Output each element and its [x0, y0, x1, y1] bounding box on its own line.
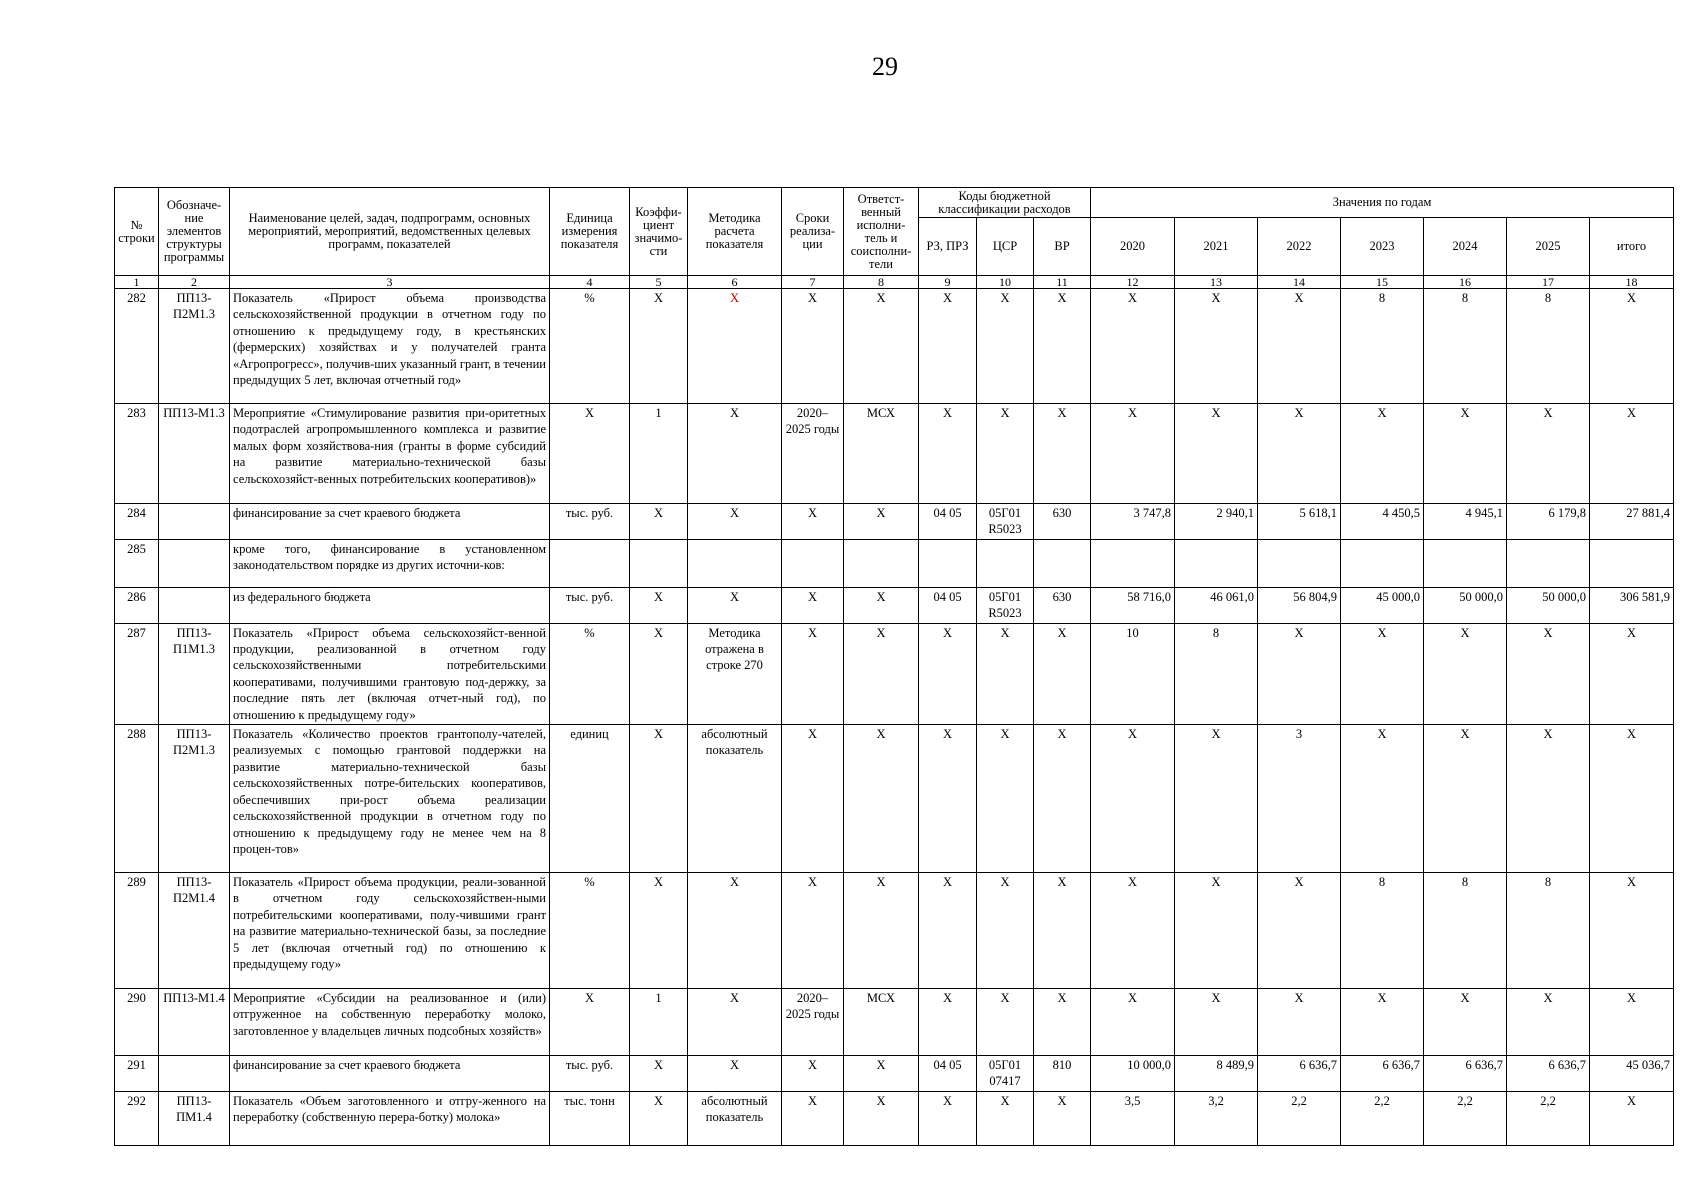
- cell-value-2024: 2,2: [1424, 1091, 1507, 1145]
- cell-value-2024: 8: [1424, 289, 1507, 404]
- cell-element-code: [159, 539, 230, 587]
- cell-term: 2020–2025 годы: [782, 989, 844, 1056]
- cell-vr: X: [1034, 989, 1091, 1056]
- cell-responsible: X: [844, 1091, 919, 1145]
- cell-value-2022: 56 804,9: [1258, 587, 1341, 623]
- cell-method: [688, 539, 782, 587]
- column-number: 15: [1341, 276, 1424, 289]
- cell-vr: X: [1034, 873, 1091, 989]
- cell-unit: X: [550, 989, 630, 1056]
- cell-term: X: [782, 504, 844, 540]
- cell-vr: 630: [1034, 504, 1091, 540]
- cell-value-2025: 6 179,8: [1507, 504, 1590, 540]
- cell-row-number: 287: [115, 623, 159, 724]
- cell-value-2021: 8: [1175, 623, 1258, 724]
- column-number: 16: [1424, 276, 1507, 289]
- cell-value-2021: X: [1175, 989, 1258, 1056]
- cell-name: Показатель «Объем заготовленного и отгру-женного на переработку (собственную перера-ботку) молока»: [230, 1091, 550, 1145]
- column-number: 8: [844, 276, 919, 289]
- cell-element-code: ПП13-М1.4: [159, 989, 230, 1056]
- cell-value-2020: [1091, 539, 1175, 587]
- cell-total: X: [1590, 404, 1674, 504]
- cell-csr: X: [977, 989, 1034, 1056]
- cell-value-2023: 2,2: [1341, 1091, 1424, 1145]
- cell-rz: X: [919, 725, 977, 873]
- column-number: 6: [688, 276, 782, 289]
- cell-vr: [1034, 539, 1091, 587]
- cell-rz: X: [919, 623, 977, 724]
- column-number: 3: [230, 276, 550, 289]
- cell-value-2022: 5 618,1: [1258, 504, 1341, 540]
- cell-value-2024: 8: [1424, 873, 1507, 989]
- cell-value-2025: X: [1507, 404, 1590, 504]
- cell-csr: 05Г01 07417: [977, 1056, 1034, 1092]
- cell-responsible: X: [844, 587, 919, 623]
- cell-value-2022: 6 636,7: [1258, 1056, 1341, 1092]
- cell-value-2024: X: [1424, 623, 1507, 724]
- cell-csr: X: [977, 725, 1034, 873]
- header-method: Методика расчета показателя: [688, 188, 782, 276]
- cell-value-2022: [1258, 539, 1341, 587]
- cell-responsible: X: [844, 504, 919, 540]
- cell-value-2021: 2 940,1: [1175, 504, 1258, 540]
- cell-name: Показатель «Прирост объема продукции, реали-зованной в отчетном году сельскохозяйствен-ными потребительскими кооперативами, полу-чившими грант на развитие материально-технической базы, за последние 5 лет (включая отчетный год) по отношению к предыдущему году»: [230, 873, 550, 989]
- header-year-2021: 2021: [1175, 218, 1258, 276]
- cell-method: X: [688, 404, 782, 504]
- column-number: 17: [1507, 276, 1590, 289]
- cell-total: X: [1590, 989, 1674, 1056]
- header-row-number: № строки: [115, 188, 159, 276]
- cell-responsible: X: [844, 623, 919, 724]
- cell-coefficient: X: [630, 725, 688, 873]
- column-number: 11: [1034, 276, 1091, 289]
- cell-unit: %: [550, 289, 630, 404]
- cell-csr: X: [977, 1091, 1034, 1145]
- cell-csr: 05Г01 R5023: [977, 504, 1034, 540]
- header-total: итого: [1590, 218, 1674, 276]
- column-number: 7: [782, 276, 844, 289]
- cell-value-2020: X: [1091, 725, 1175, 873]
- cell-row-number: 286: [115, 587, 159, 623]
- cell-value-2020: X: [1091, 989, 1175, 1056]
- cell-method: X: [688, 1056, 782, 1092]
- cell-responsible: МСХ: [844, 989, 919, 1056]
- cell-responsible: X: [844, 873, 919, 989]
- column-number: 9: [919, 276, 977, 289]
- cell-rz: X: [919, 1091, 977, 1145]
- cell-name: из федерального бюджета: [230, 587, 550, 623]
- cell-value-2022: X: [1258, 873, 1341, 989]
- cell-value-2025: 8: [1507, 873, 1590, 989]
- cell-term: X: [782, 623, 844, 724]
- indicators-table: [114, 187, 1674, 1146]
- header-year-2022: 2022: [1258, 218, 1341, 276]
- cell-row-number: 283: [115, 404, 159, 504]
- cell-row-number: 292: [115, 1091, 159, 1145]
- header-coefficient: Коэффи-циент значимо-сти: [630, 188, 688, 276]
- column-number: 13: [1175, 276, 1258, 289]
- cell-csr: [977, 539, 1034, 587]
- cell-value-2020: 3,5: [1091, 1091, 1175, 1145]
- cell-rz: X: [919, 404, 977, 504]
- table-row: [115, 725, 1674, 873]
- cell-term: X: [782, 289, 844, 404]
- cell-unit: тыс. руб.: [550, 587, 630, 623]
- cell-value-2023: 8: [1341, 289, 1424, 404]
- cell-coefficient: X: [630, 587, 688, 623]
- cell-value-2023: 45 000,0: [1341, 587, 1424, 623]
- header-values-by-year: Значения по годам: [1091, 188, 1674, 218]
- cell-name: финансирование за счет краевого бюджета: [230, 504, 550, 540]
- cell-coefficient: X: [630, 1091, 688, 1145]
- header-year-2020: 2020: [1091, 218, 1175, 276]
- cell-csr: X: [977, 623, 1034, 724]
- cell-element-code: ПП13-М1.3: [159, 404, 230, 504]
- cell-element-code: [159, 587, 230, 623]
- cell-element-code: ПП13-П2М1.3: [159, 289, 230, 404]
- cell-term: X: [782, 587, 844, 623]
- table-row: [115, 623, 1674, 724]
- cell-name: финансирование за счет краевого бюджета: [230, 1056, 550, 1092]
- cell-value-2022: X: [1258, 289, 1341, 404]
- cell-value-2021: 3,2: [1175, 1091, 1258, 1145]
- cell-total: [1590, 539, 1674, 587]
- cell-responsible: X: [844, 1056, 919, 1092]
- cell-rz: X: [919, 989, 977, 1056]
- cell-value-2020: 58 716,0: [1091, 587, 1175, 623]
- cell-total: X: [1590, 1091, 1674, 1145]
- cell-total: 45 036,7: [1590, 1056, 1674, 1092]
- column-number: 14: [1258, 276, 1341, 289]
- cell-name: Мероприятие «Субсидии на реализованное и (или) отгруженное на собственную переработку молоко, заготовленное у владельцев личных подсобных хозяйств»: [230, 989, 550, 1056]
- cell-rz: X: [919, 873, 977, 989]
- table-row: [115, 989, 1674, 1056]
- header-responsible: Ответст-венный исполни-тель и соисполни-тели: [844, 188, 919, 276]
- cell-coefficient: X: [630, 289, 688, 404]
- cell-vr: X: [1034, 623, 1091, 724]
- header-vr: ВР: [1034, 218, 1091, 276]
- cell-element-code: [159, 504, 230, 540]
- cell-value-2025: 2,2: [1507, 1091, 1590, 1145]
- cell-name: Показатель «Прирост объема сельскохозяйст-венной продукции, реализованной в отчетном году сельскохозяйственными потребительскими кооперативами, получившими грантовую под-держку, за последние пять лет (включая отчет-ный год), по отношению к предыдущему году»: [230, 623, 550, 724]
- cell-value-2021: [1175, 539, 1258, 587]
- cell-value-2023: X: [1341, 623, 1424, 724]
- cell-csr: X: [977, 873, 1034, 989]
- cell-unit: %: [550, 623, 630, 724]
- column-number: 4: [550, 276, 630, 289]
- cell-row-number: 289: [115, 873, 159, 989]
- column-number: 5: [630, 276, 688, 289]
- cell-coefficient: 1: [630, 989, 688, 1056]
- cell-responsible: X: [844, 289, 919, 404]
- cell-responsible: X: [844, 725, 919, 873]
- header-name: Наименование целей, задач, подпрограмм, основных мероприятий, мероприятий, ведомственных целевых программ, показателей: [230, 188, 550, 276]
- column-number: 18: [1590, 276, 1674, 289]
- table-row: [115, 289, 1674, 404]
- header-year-2024: 2024: [1424, 218, 1507, 276]
- table-row: [115, 1091, 1674, 1145]
- cell-total: X: [1590, 873, 1674, 989]
- cell-unit: [550, 539, 630, 587]
- cell-row-number: 290: [115, 989, 159, 1056]
- cell-value-2023: 6 636,7: [1341, 1056, 1424, 1092]
- cell-unit: тыс. руб.: [550, 1056, 630, 1092]
- cell-element-code: [159, 1056, 230, 1092]
- cell-method: X: [688, 989, 782, 1056]
- cell-value-2022: X: [1258, 623, 1341, 724]
- cell-value-2021: X: [1175, 873, 1258, 989]
- table-row: [115, 1056, 1674, 1092]
- cell-csr: X: [977, 289, 1034, 404]
- cell-name: Показатель «Прирост объема производства сельскохозяйственной продукции в отчетном году по отношению к предыдущему году, в крестьянских (фермерских) хозяйствах и у получателей гранта «Агропрогресс», получив-ших указанный грант, в течении предыдущих 5 лет, включая отчетный год»: [230, 289, 550, 404]
- cell-coefficient: X: [630, 873, 688, 989]
- page-number: 29: [872, 52, 898, 81]
- cell-unit: единиц: [550, 725, 630, 873]
- cell-value-2022: 3: [1258, 725, 1341, 873]
- cell-coefficient: [630, 539, 688, 587]
- cell-value-2023: X: [1341, 725, 1424, 873]
- column-number: 10: [977, 276, 1034, 289]
- cell-value-2025: X: [1507, 725, 1590, 873]
- cell-value-2025: 6 636,7: [1507, 1056, 1590, 1092]
- cell-value-2022: X: [1258, 989, 1341, 1056]
- cell-coefficient: 1: [630, 404, 688, 504]
- cell-csr: 05Г01 R5023: [977, 587, 1034, 623]
- table-row: [115, 539, 1674, 587]
- cell-term: X: [782, 873, 844, 989]
- cell-unit: %: [550, 873, 630, 989]
- header-budget-codes: Коды бюджетной классификации расходов: [919, 188, 1091, 218]
- table-row: [115, 404, 1674, 504]
- cell-value-2020: X: [1091, 289, 1175, 404]
- header-year-2025: 2025: [1507, 218, 1590, 276]
- cell-responsible: [844, 539, 919, 587]
- cell-coefficient: X: [630, 623, 688, 724]
- cell-row-number: 291: [115, 1056, 159, 1092]
- cell-value-2023: X: [1341, 404, 1424, 504]
- column-number: 2: [159, 276, 230, 289]
- cell-method: Методика отражена в строке 270: [688, 623, 782, 724]
- cell-coefficient: X: [630, 1056, 688, 1092]
- cell-total: 306 581,9: [1590, 587, 1674, 623]
- cell-total: 27 881,4: [1590, 504, 1674, 540]
- cell-rz: 04 05: [919, 504, 977, 540]
- cell-value-2024: X: [1424, 404, 1507, 504]
- cell-value-2025: [1507, 539, 1590, 587]
- cell-coefficient: X: [630, 504, 688, 540]
- cell-vr: X: [1034, 289, 1091, 404]
- cell-value-2025: X: [1507, 989, 1590, 1056]
- cell-value-2021: 46 061,0: [1175, 587, 1258, 623]
- cell-value-2024: 4 945,1: [1424, 504, 1507, 540]
- cell-method: X: [688, 587, 782, 623]
- cell-value-2025: 50 000,0: [1507, 587, 1590, 623]
- cell-vr: X: [1034, 725, 1091, 873]
- cell-method: абсолютный показатель: [688, 725, 782, 873]
- cell-value-2022: X: [1258, 404, 1341, 504]
- cell-name: Показатель «Количество проектов грантополу-чателей, реализуемых с помощью грантовой поддержки на развитие материально-технической базы сельскохозяйственных потре-бительских кооперативов, обеспечивших при-рост объема реализации сельскохозяйственной продукции в отчетном году по отношению к предыдущему году не менее чем на 8 процен-тов»: [230, 725, 550, 873]
- cell-value-2021: X: [1175, 404, 1258, 504]
- cell-element-code: ПП13-ПМ1.4: [159, 1091, 230, 1145]
- cell-total: X: [1590, 725, 1674, 873]
- cell-value-2021: 8 489,9: [1175, 1056, 1258, 1092]
- table-row: [115, 504, 1674, 540]
- table-body: [115, 289, 1674, 1146]
- column-number-row: [115, 276, 1674, 289]
- cell-vr: X: [1034, 1091, 1091, 1145]
- cell-value-2023: 4 450,5: [1341, 504, 1424, 540]
- table-row: [115, 873, 1674, 989]
- cell-value-2020: 3 747,8: [1091, 504, 1175, 540]
- cell-value-2024: [1424, 539, 1507, 587]
- cell-value-2025: 8: [1507, 289, 1590, 404]
- cell-value-2024: 6 636,7: [1424, 1056, 1507, 1092]
- cell-value-2023: X: [1341, 989, 1424, 1056]
- cell-rz: [919, 539, 977, 587]
- cell-row-number: 285: [115, 539, 159, 587]
- cell-vr: 630: [1034, 587, 1091, 623]
- cell-value-2025: X: [1507, 623, 1590, 724]
- cell-row-number: 288: [115, 725, 159, 873]
- cell-vr: 810: [1034, 1056, 1091, 1092]
- header-element-code: Обозначе-ние элементов структуры программы: [159, 188, 230, 276]
- cell-responsible: МСХ: [844, 404, 919, 504]
- cell-value-2020: X: [1091, 404, 1175, 504]
- cell-value-2020: 10 000,0: [1091, 1056, 1175, 1092]
- cell-element-code: ПП13-П2М1.3: [159, 725, 230, 873]
- header-unit: Единица измерения показателя: [550, 188, 630, 276]
- cell-rz: 04 05: [919, 1056, 977, 1092]
- cell-term: X: [782, 1056, 844, 1092]
- cell-unit: тыс. тонн: [550, 1091, 630, 1145]
- cell-unit: X: [550, 404, 630, 504]
- cell-name: Мероприятие «Стимулирование развития при-оритетных подотраслей агропромышленного комплекса и развитие малых форм хозяйствова-ния (гранты в форме субсидий на развитие материально-технической базы сельскохозяйст-венных потребительских кооперативов)»: [230, 404, 550, 504]
- cell-value-2024: X: [1424, 989, 1507, 1056]
- cell-term: [782, 539, 844, 587]
- cell-unit: тыс. руб.: [550, 504, 630, 540]
- cell-name: кроме того, финансирование в установленном законодательством порядке из других источни-ков:: [230, 539, 550, 587]
- cell-row-number: 284: [115, 504, 159, 540]
- cell-rz: X: [919, 289, 977, 404]
- cell-value-2020: 10: [1091, 623, 1175, 724]
- cell-total: X: [1590, 289, 1674, 404]
- cell-total: X: [1590, 623, 1674, 724]
- cell-term: X: [782, 725, 844, 873]
- cell-method: X: [688, 873, 782, 989]
- cell-element-code: ПП13-П2М1.4: [159, 873, 230, 989]
- header-csr: ЦСР: [977, 218, 1034, 276]
- cell-value-2022: 2,2: [1258, 1091, 1341, 1145]
- cell-method: X: [688, 289, 782, 404]
- cell-value-2023: [1341, 539, 1424, 587]
- column-number: 12: [1091, 276, 1175, 289]
- header-rz: РЗ, ПРЗ: [919, 218, 977, 276]
- cell-csr: X: [977, 404, 1034, 504]
- cell-method: X: [688, 504, 782, 540]
- table-row: [115, 587, 1674, 623]
- cell-value-2020: X: [1091, 873, 1175, 989]
- cell-term: X: [782, 1091, 844, 1145]
- cell-method: абсолютный показатель: [688, 1091, 782, 1145]
- cell-value-2023: 8: [1341, 873, 1424, 989]
- cell-value-2021: X: [1175, 725, 1258, 873]
- cell-rz: 04 05: [919, 587, 977, 623]
- header-term: Сроки реализа-ции: [782, 188, 844, 276]
- column-number: 1: [115, 276, 159, 289]
- cell-term: 2020–2025 годы: [782, 404, 844, 504]
- header-year-2023: 2023: [1341, 218, 1424, 276]
- cell-value-2024: 50 000,0: [1424, 587, 1507, 623]
- cell-value-2021: X: [1175, 289, 1258, 404]
- cell-value-2024: X: [1424, 725, 1507, 873]
- cell-element-code: ПП13-П1М1.3: [159, 623, 230, 724]
- cell-vr: X: [1034, 404, 1091, 504]
- cell-row-number: 282: [115, 289, 159, 404]
